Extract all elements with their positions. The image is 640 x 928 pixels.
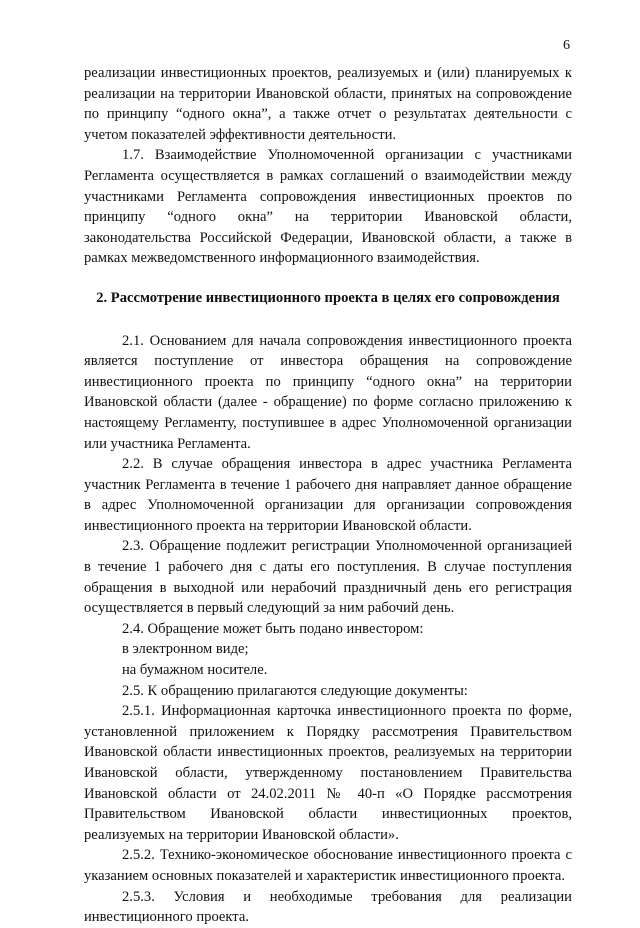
paragraph-1-7: 1.7. Взаимодействие Уполномоченной организации с участниками Регламента осуществляется в рамках соглашений о взаимодействии между участниками Регламента сопровождения инвестиционных проектов по принципу “одного окна” на территории Ивановской области, законодательства Российской Федерации, Ивановской области, а также в рамках межведомственного информационного взаимодействия. bbox=[84, 147, 572, 267]
document-body bbox=[84, 63, 572, 928]
paragraph-2-5: 2.5. К обращению прилагаются следующие документы: bbox=[122, 682, 468, 699]
paragraph-continuation: реализации инвестиционных проектов, реализуемых и (или) планируемых к реализации на территории Ивановской области, принятых на сопровождение по принципу “одного окна”, а также отчет о результатах деятельности с учетом показателей эффективности деятельности. bbox=[84, 65, 572, 143]
paragraph-2-5-2: 2.5.2. Технико-экономическое обоснование инвестиционного проекта с указанием основных показателей и характеристик инвестиционного проекта. bbox=[84, 847, 572, 884]
paragraph-2-3: 2.3. Обращение подлежит регистрации Уполномоченной организацией в течение 1 рабочего дня с даты его поступления. В случае поступления обращения в выходной или нерабочий праздничный день его регистрация осуществляется в первый следующий за ним рабочий день. bbox=[84, 538, 572, 617]
page-number: 6 bbox=[563, 38, 570, 53]
paragraph-2-1: 2.1. Основанием для начала сопровождения инвестиционного проекта является поступление от инвестора обращения на сопровождение инвестиционного проекта по принципу “одного окна” на территории Ивановской области (далее - обращение) по форме согласно приложению к настоящему Регламенту, поступившее в адрес Уполномоченной организации или участника Регламента. bbox=[84, 332, 572, 452]
paragraph-2-4: 2.4. Обращение может быть подано инвестором: bbox=[122, 620, 424, 637]
list-item-paper: на бумажном носителе. bbox=[122, 662, 268, 679]
section-heading: 2. Рассмотрение инвестиционного проекта в целях его сопровождения bbox=[96, 289, 560, 306]
paragraph-2-5-3: 2.5.3. Условия и необходимые требования для реализации инвестиционного проекта. bbox=[84, 888, 572, 926]
list-item-electronic: в электронном виде; bbox=[122, 641, 249, 658]
paragraph-2-5-1: 2.5.1. Информационная карточка инвестиционного проекта по форме, установленной приложением к Порядку рассмотрения Правительством Ивановской области инвестиционных проектов, реализуемых на территории Ивановской области, утвержденному постановлением Правительства Ивановской области от 24.02.2011 № 40-п «О Порядке рассмотрения Правительством Ивановской области инвестиционных проектов, реализуемых на территории Ивановской области». bbox=[84, 703, 572, 843]
paragraph-2-2: 2.2. В случае обращения инвестора в адрес участника Регламента участник Регламента в течение 1 рабочего дня направляет данное обращение в адрес Уполномоченной организации для организации сопровождения инвестиционного проекта на территории Ивановской области. bbox=[84, 456, 572, 534]
